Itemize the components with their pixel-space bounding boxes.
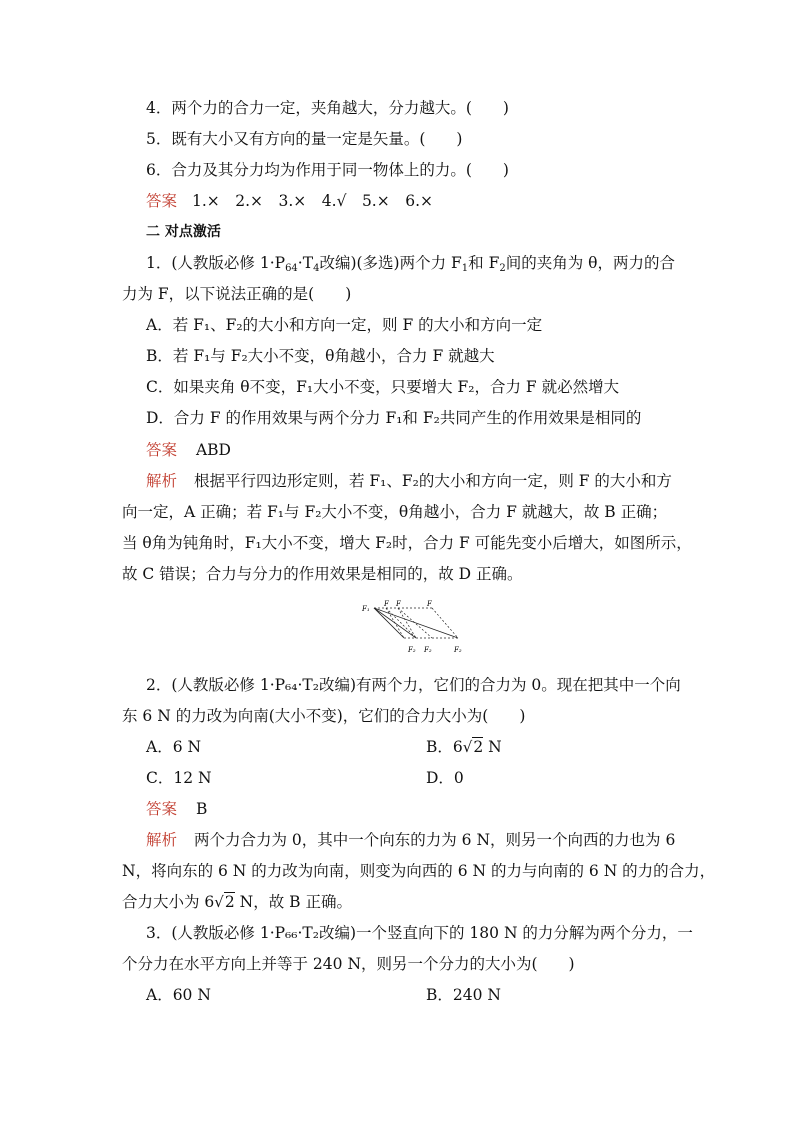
q1-sub-page: 64	[285, 263, 298, 274]
q1-text-e: 间的夹角为 θ，两力的合	[505, 254, 675, 272]
q2-stem-line2: 东 6 N 的力改为向南(大小不变)，它们的合力大小为( )	[122, 707, 526, 725]
judge-answer	[146, 191, 433, 211]
q1-analysis-line4: 故 C 错误；合力与分力的作用效果是相同的，故 D 正确。	[122, 565, 523, 583]
q3-option-b: B．240 N	[426, 986, 501, 1004]
q2-option-a: A．6 N	[146, 738, 202, 756]
figure-label-f-3: F	[427, 600, 432, 608]
q1-text-d: 和 F	[468, 254, 500, 272]
q1-option-a: A．若 F₁、F₂的大小和方向一定，则 F 的大小和方向一定	[146, 316, 543, 334]
figure-label-f-2: F	[396, 600, 401, 608]
q3-stem-line2: 个分力在水平方向上并等于 240 N，则另一个分力的大小为( )	[122, 955, 575, 973]
q1-analysis-line1	[146, 471, 672, 491]
q1-text-a: 1．(人教版必修 1·P	[146, 254, 286, 272]
q2-analysis-line3	[122, 892, 352, 912]
analysis-text: 两个力合力为 0，其中一个向东的力为 6 N，则另一个向西的力也为 6	[193, 831, 676, 849]
q1-analysis-line2: 向一定，A 正确；若 F₁与 F₂大小不变，θ角越小，合力 F 就越大，故 B 正确；	[122, 503, 668, 521]
answer-value: ABD	[195, 441, 231, 459]
answer-value: B	[195, 800, 208, 818]
q2-analysis-prefix: 合力大小为 6	[122, 893, 215, 911]
figure-label-f-1: F	[384, 600, 389, 608]
answer-label: 答案	[146, 192, 178, 210]
q2-analysis-suffix: N，故 B 正确。	[234, 893, 352, 911]
analysis-text: 根据平行四边形定则，若 F₁、F₂的大小和方向一定，则 F 的大小和方	[193, 472, 672, 490]
judge-item-6: 6．合力及其分力均为作用于同一物体上的力。( )	[146, 161, 509, 179]
figure-label-f2-1: F₂	[408, 646, 416, 654]
sqrt-icon: √	[462, 738, 473, 756]
q1-stem-line1	[146, 253, 675, 279]
q2-analysis-root: 2	[224, 893, 235, 911]
q1-analysis-line3: 当 θ角为钝角时，F₁大小不变，增大 F₂时，合力 F 可能先变小后增大，如图所示，	[122, 534, 692, 552]
q2-option-b	[426, 737, 502, 757]
q1-stem-line2: 力为 F，以下说法正确的是( )	[122, 285, 352, 303]
q2-stem-line1: 2．(人教版必修 1·P₆₄·T₂改编)有两个力，它们的合力为 0。现在把其中一个向	[146, 676, 681, 694]
figure-label-f1: F₁	[362, 605, 370, 613]
figure-label-f2-2: F₂	[424, 646, 432, 654]
judge-item-5: 5．既有大小又有方向的量一定是矢量。( )	[146, 130, 463, 148]
q2-option-b-suffix: N	[483, 738, 502, 756]
q2-analysis-line1	[146, 830, 675, 850]
answer-label: 答案	[146, 441, 178, 459]
q2-analysis-line2: N，将向东的 6 N 的力改为向南，则变为向西的 6 N 的力与向南的 6 N 的力的合力，	[122, 862, 716, 880]
judge-item-4: 4．两个力的合力一定，夹角越大，分力越大。( )	[146, 99, 509, 117]
q2-option-c: C．12 N	[146, 769, 212, 787]
q3-option-a: A．60 N	[146, 986, 211, 1004]
q1-sub-f2: 2	[499, 263, 506, 274]
q1-sub-t: 4	[313, 263, 320, 274]
force-parallelogram-figure	[360, 598, 470, 658]
q2-option-b-prefix: B．6	[426, 738, 463, 756]
q2-answer	[146, 799, 207, 819]
q1-text-c: 改编)(多选)两个力 F	[319, 254, 462, 272]
section-title: 二 对点激活	[146, 224, 221, 240]
analysis-label: 解析	[146, 831, 178, 849]
answer-value: 1.× 2.× 3.× 4.√ 5.× 6.×	[191, 192, 433, 210]
q1-option-c: C．如果夹角 θ不变，F₁大小不变，只要增大 F₂，合力 F 就必然增大	[146, 378, 620, 396]
q1-sub-f1: 1	[461, 263, 469, 274]
q1-option-d: D．合力 F 的作用效果与两个分力 F₁和 F₂共同产生的作用效果是相同的	[146, 409, 642, 427]
q3-stem-line1: 3．(人教版必修 1·P₆₆·T₂改编)一个竖直向下的 180 N 的力分解为两个分力，一	[146, 924, 693, 942]
q1-answer	[146, 440, 231, 460]
q1-text-b: ·T	[297, 254, 314, 272]
sqrt-icon: √	[214, 893, 224, 911]
figure-label-f2-3: F₂	[454, 646, 462, 654]
q2-option-d: D．0	[426, 769, 464, 787]
q2-option-b-root: 2	[473, 738, 484, 756]
q1-option-b: B．若 F₁与 F₂大小不变，θ角越小，合力 F 就越大	[146, 347, 495, 365]
answer-label: 答案	[146, 800, 178, 818]
analysis-label: 解析	[146, 472, 178, 490]
